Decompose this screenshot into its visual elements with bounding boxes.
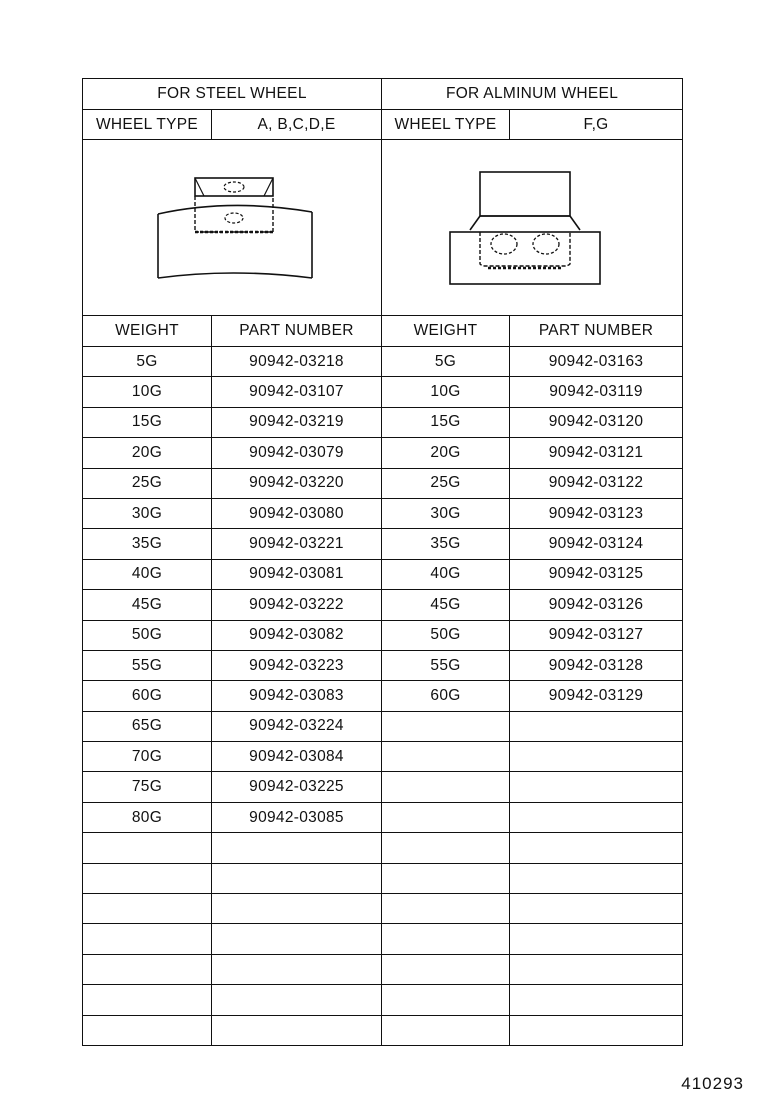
- aluminum-weight-cell: [382, 863, 510, 893]
- steel-part-number-cell: [212, 1015, 382, 1045]
- aluminum-weight-cell: 15G: [382, 407, 510, 437]
- table-row: [83, 1015, 683, 1045]
- table-row: [83, 711, 683, 741]
- aluminum-part-number-cell: 90942-03127: [510, 620, 683, 650]
- table-row: [83, 377, 683, 407]
- steel-weight-cell: 5G: [83, 347, 212, 377]
- steel-part-number-column-header: PART NUMBER: [212, 316, 382, 347]
- aluminum-weight-cell: 10G: [382, 377, 510, 407]
- steel-weight-cell: 80G: [83, 802, 212, 832]
- steel-part-number-cell: 90942-03225: [212, 772, 382, 802]
- aluminum-weight-cell: 50G: [382, 620, 510, 650]
- table-row: [83, 954, 683, 984]
- aluminum-part-number-cell: [510, 772, 683, 802]
- steel-weight-cell: 35G: [83, 529, 212, 559]
- aluminum-part-number-cell: 90942-03163: [510, 347, 683, 377]
- steel-part-number-cell: 90942-03223: [212, 650, 382, 680]
- aluminum-part-number-cell: [510, 833, 683, 863]
- steel-part-number-cell: 90942-03084: [212, 742, 382, 772]
- steel-part-number-cell: 90942-03083: [212, 681, 382, 711]
- steel-part-number-cell: 90942-03081: [212, 559, 382, 589]
- steel-part-number-cell: [212, 894, 382, 924]
- steel-weight-column-header: WEIGHT: [83, 316, 212, 347]
- aluminum-weight-cell: [382, 833, 510, 863]
- aluminum-weight-cell: [382, 924, 510, 954]
- steel-weight-cell: [83, 894, 212, 924]
- steel-weight-cell: 50G: [83, 620, 212, 650]
- steel-part-number-cell: [212, 985, 382, 1015]
- steel-wheel-type-value: A, B,C,D,E: [212, 110, 382, 140]
- steel-part-number-cell: 90942-03220: [212, 468, 382, 498]
- aluminum-weight-cell: 5G: [382, 347, 510, 377]
- aluminum-wheel-type-value: F,G: [510, 110, 683, 140]
- steel-part-number-cell: 90942-03080: [212, 498, 382, 528]
- steel-part-number-cell: 90942-03224: [212, 711, 382, 741]
- aluminum-part-number-cell: 90942-03120: [510, 407, 683, 437]
- aluminum-weight-cell: [382, 742, 510, 772]
- balance-weight-table: [82, 78, 683, 1046]
- aluminum-part-number-cell: [510, 985, 683, 1015]
- aluminum-weight-cell: 45G: [382, 590, 510, 620]
- table-row: [83, 438, 683, 468]
- steel-weight-cell: 10G: [83, 377, 212, 407]
- aluminum-part-number-cell: 90942-03121: [510, 438, 683, 468]
- aluminum-part-number-cell: [510, 802, 683, 832]
- steel-wheel-weight-diagram: [142, 168, 322, 288]
- aluminum-part-number-column-header: PART NUMBER: [510, 316, 683, 347]
- table-row: [83, 863, 683, 893]
- aluminum-part-number-cell: [510, 863, 683, 893]
- aluminum-part-number-cell: [510, 1015, 683, 1045]
- aluminum-part-number-cell: [510, 742, 683, 772]
- aluminum-weight-cell: 25G: [382, 468, 510, 498]
- aluminum-wheel-weight-diagram: [442, 168, 622, 288]
- table-row: [83, 468, 683, 498]
- table-row: [83, 407, 683, 437]
- steel-weight-cell: [83, 1015, 212, 1045]
- table-row: [83, 590, 683, 620]
- table-row: [83, 924, 683, 954]
- table-row: [83, 650, 683, 680]
- aluminum-weight-cell: [382, 985, 510, 1015]
- aluminum-part-number-cell: [510, 954, 683, 984]
- aluminum-weight-cell: [382, 711, 510, 741]
- aluminum-part-number-cell: 90942-03119: [510, 377, 683, 407]
- aluminum-part-number-cell: 90942-03129: [510, 681, 683, 711]
- table-row: [83, 802, 683, 832]
- steel-wheel-header: FOR STEEL WHEEL: [83, 79, 382, 110]
- steel-weight-cell: 15G: [83, 407, 212, 437]
- steel-part-number-cell: [212, 863, 382, 893]
- steel-part-number-cell: 90942-03221: [212, 529, 382, 559]
- table-row: [83, 772, 683, 802]
- aluminum-part-number-cell: 90942-03122: [510, 468, 683, 498]
- aluminum-weight-cell: [382, 772, 510, 802]
- steel-weight-cell: [83, 985, 212, 1015]
- aluminum-weight-column-header: WEIGHT: [382, 316, 510, 347]
- steel-weight-cell: 20G: [83, 438, 212, 468]
- steel-weight-cell: 40G: [83, 559, 212, 589]
- aluminum-weight-cell: [382, 802, 510, 832]
- table-row: [83, 559, 683, 589]
- steel-part-number-cell: 90942-03079: [212, 438, 382, 468]
- aluminum-wheel-type-label: WHEEL TYPE: [382, 110, 510, 140]
- aluminum-part-number-cell: 90942-03126: [510, 590, 683, 620]
- aluminum-weight-cell: 55G: [382, 650, 510, 680]
- aluminum-wheel-header: FOR ALMINUM WHEEL: [382, 79, 683, 110]
- steel-part-number-cell: 90942-03218: [212, 347, 382, 377]
- steel-weight-cell: 65G: [83, 711, 212, 741]
- steel-weight-cell: 70G: [83, 742, 212, 772]
- table-row: [83, 498, 683, 528]
- aluminum-weight-cell: [382, 1015, 510, 1045]
- steel-part-number-cell: [212, 924, 382, 954]
- steel-part-number-cell: 90942-03085: [212, 802, 382, 832]
- aluminum-part-number-cell: 90942-03123: [510, 498, 683, 528]
- steel-weight-cell: [83, 954, 212, 984]
- aluminum-part-number-cell: [510, 924, 683, 954]
- table-row: [83, 742, 683, 772]
- steel-wheel-type-label: WHEEL TYPE: [83, 110, 212, 140]
- steel-weight-cell: 75G: [83, 772, 212, 802]
- steel-part-number-cell: 90942-03107: [212, 377, 382, 407]
- aluminum-part-number-cell: 90942-03124: [510, 529, 683, 559]
- aluminum-weight-cell: 60G: [382, 681, 510, 711]
- table-row: [83, 620, 683, 650]
- steel-weight-cell: 55G: [83, 650, 212, 680]
- table-row: [83, 894, 683, 924]
- aluminum-weight-cell: [382, 894, 510, 924]
- aluminum-weight-cell: 35G: [382, 529, 510, 559]
- table-row: [83, 347, 683, 377]
- aluminum-weight-cell: 30G: [382, 498, 510, 528]
- steel-weight-cell: 60G: [83, 681, 212, 711]
- steel-part-number-cell: 90942-03219: [212, 407, 382, 437]
- steel-weight-cell: [83, 833, 212, 863]
- table-row: [83, 833, 683, 863]
- table-row: [83, 681, 683, 711]
- steel-part-number-cell: 90942-03222: [212, 590, 382, 620]
- steel-weight-cell: [83, 863, 212, 893]
- aluminum-part-number-cell: [510, 894, 683, 924]
- steel-part-number-cell: 90942-03082: [212, 620, 382, 650]
- steel-weight-diagram-cell: [83, 140, 382, 316]
- document-id: 410293: [681, 1074, 744, 1093]
- aluminum-weight-cell: 20G: [382, 438, 510, 468]
- steel-weight-cell: [83, 924, 212, 954]
- aluminum-weight-cell: [382, 954, 510, 984]
- aluminum-part-number-cell: 90942-03125: [510, 559, 683, 589]
- steel-part-number-cell: [212, 833, 382, 863]
- steel-part-number-cell: [212, 954, 382, 984]
- aluminum-part-number-cell: [510, 711, 683, 741]
- table-row: [83, 985, 683, 1015]
- aluminum-weight-diagram-cell: [382, 140, 683, 316]
- steel-weight-cell: 45G: [83, 590, 212, 620]
- steel-weight-cell: 30G: [83, 498, 212, 528]
- aluminum-part-number-cell: 90942-03128: [510, 650, 683, 680]
- aluminum-weight-cell: 40G: [382, 559, 510, 589]
- steel-weight-cell: 25G: [83, 468, 212, 498]
- table-row: [83, 529, 683, 559]
